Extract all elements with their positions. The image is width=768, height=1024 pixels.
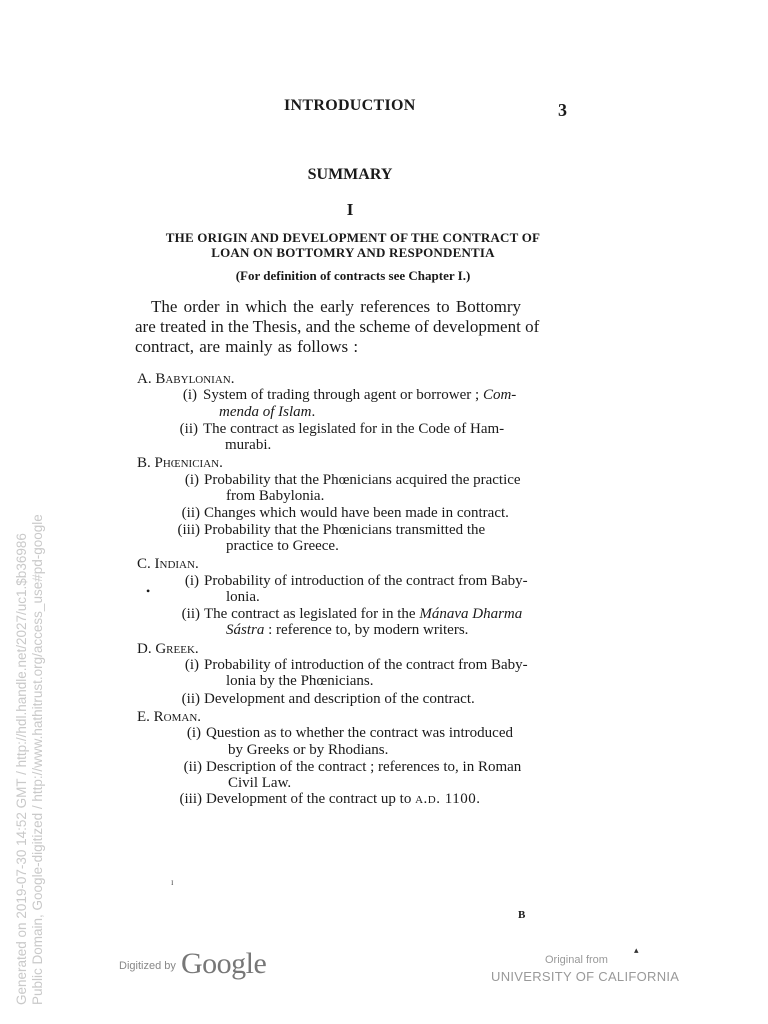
list-item: (ii) Development and description of the contract. xyxy=(181,690,475,707)
summary-outline xyxy=(137,371,577,808)
section-heading-greek: D. Greek. xyxy=(137,640,199,657)
watermark-line: Generated on 2019-07-30 14:52 GMT / http://hdl.handle.net/2027/uc1.$b36986 xyxy=(14,533,29,1005)
section-heading-babylonian: A. Babylonian. xyxy=(137,371,235,387)
list-item: (i) Probability of introduction of the contract from Baby- lonia by the Phœnicians. xyxy=(184,657,528,690)
definition-note: (For definition of contracts see Chapter I.) xyxy=(235,268,471,283)
chapter-title-line-2: LOAN ON BOTTOMRY AND RESPONDENTIA xyxy=(211,245,495,260)
summary-heading: SUMMARY xyxy=(307,166,393,183)
list-item: (i) System of trading through agent or borrower ; Com- menda of Islam. xyxy=(182,387,517,420)
institution-label: UNIVERSITY OF CALIFORNIA xyxy=(491,969,680,984)
signature-mark: B xyxy=(518,909,526,921)
hathitrust-watermark xyxy=(14,514,46,1005)
intro-paragraph xyxy=(135,297,575,357)
digitized-by-label: Digitized by xyxy=(119,960,176,972)
stray-mark: ▴ xyxy=(634,945,639,955)
chapter-title-line-1: THE ORIGIN AND DEVELOPMENT OF THE CONTRACT OF xyxy=(165,230,541,245)
google-logo: Google xyxy=(181,947,267,980)
stray-mark: ɪ xyxy=(171,877,174,887)
intro-line: The order in which the early references to Bottomry xyxy=(151,297,522,316)
intro-line: are treated in the Thesis, and the scheme of development of xyxy=(135,317,540,336)
section-heading-roman: E. Roman. xyxy=(137,708,202,725)
page-number: 3 xyxy=(558,100,567,120)
original-from-label: Original from xyxy=(545,954,608,966)
list-item: (i) Probability of introduction of the contract from Baby- lonia. xyxy=(184,572,528,605)
list-item: (ii) The contract as legislated for in the Mánava Dharma Sástra : reference to, by modern writers. xyxy=(181,606,523,639)
section-numeral: I xyxy=(346,200,354,219)
section-heading-indian: C. Indian. xyxy=(137,556,199,573)
watermark-line: Public Domain, Google-digitized / http://www.hathitrust.org/access_use#pd-google xyxy=(30,514,45,1005)
list-item: (iii) Probability that the Phœnicians transmitted the practice to Greece. xyxy=(177,521,486,554)
list-item: (ii) The contract as legislated for in the Code of Ham- murabi. xyxy=(179,420,505,454)
list-item: (ii) Changes which would have been made in contract. xyxy=(181,505,509,522)
list-item: (i) Question as to whether the contract was introduced by Greeks or by Rhodians. xyxy=(186,725,513,758)
list-item: (ii) Description of the contract ; references to, in Roman Civil Law. xyxy=(183,758,522,792)
stray-bullet-mark: • xyxy=(146,584,151,598)
section-heading-phoenician: B. Phœnician. xyxy=(137,455,223,472)
list-item: (i) Probability that the Phœnicians acquired the practice from Babylonia. xyxy=(184,471,521,505)
intro-line: contract, are mainly as follows : xyxy=(135,337,359,356)
running-header: INTRODUCTION xyxy=(284,97,416,114)
list-item: (iii) Development of the contract up to a.d. 1100. xyxy=(179,791,480,808)
